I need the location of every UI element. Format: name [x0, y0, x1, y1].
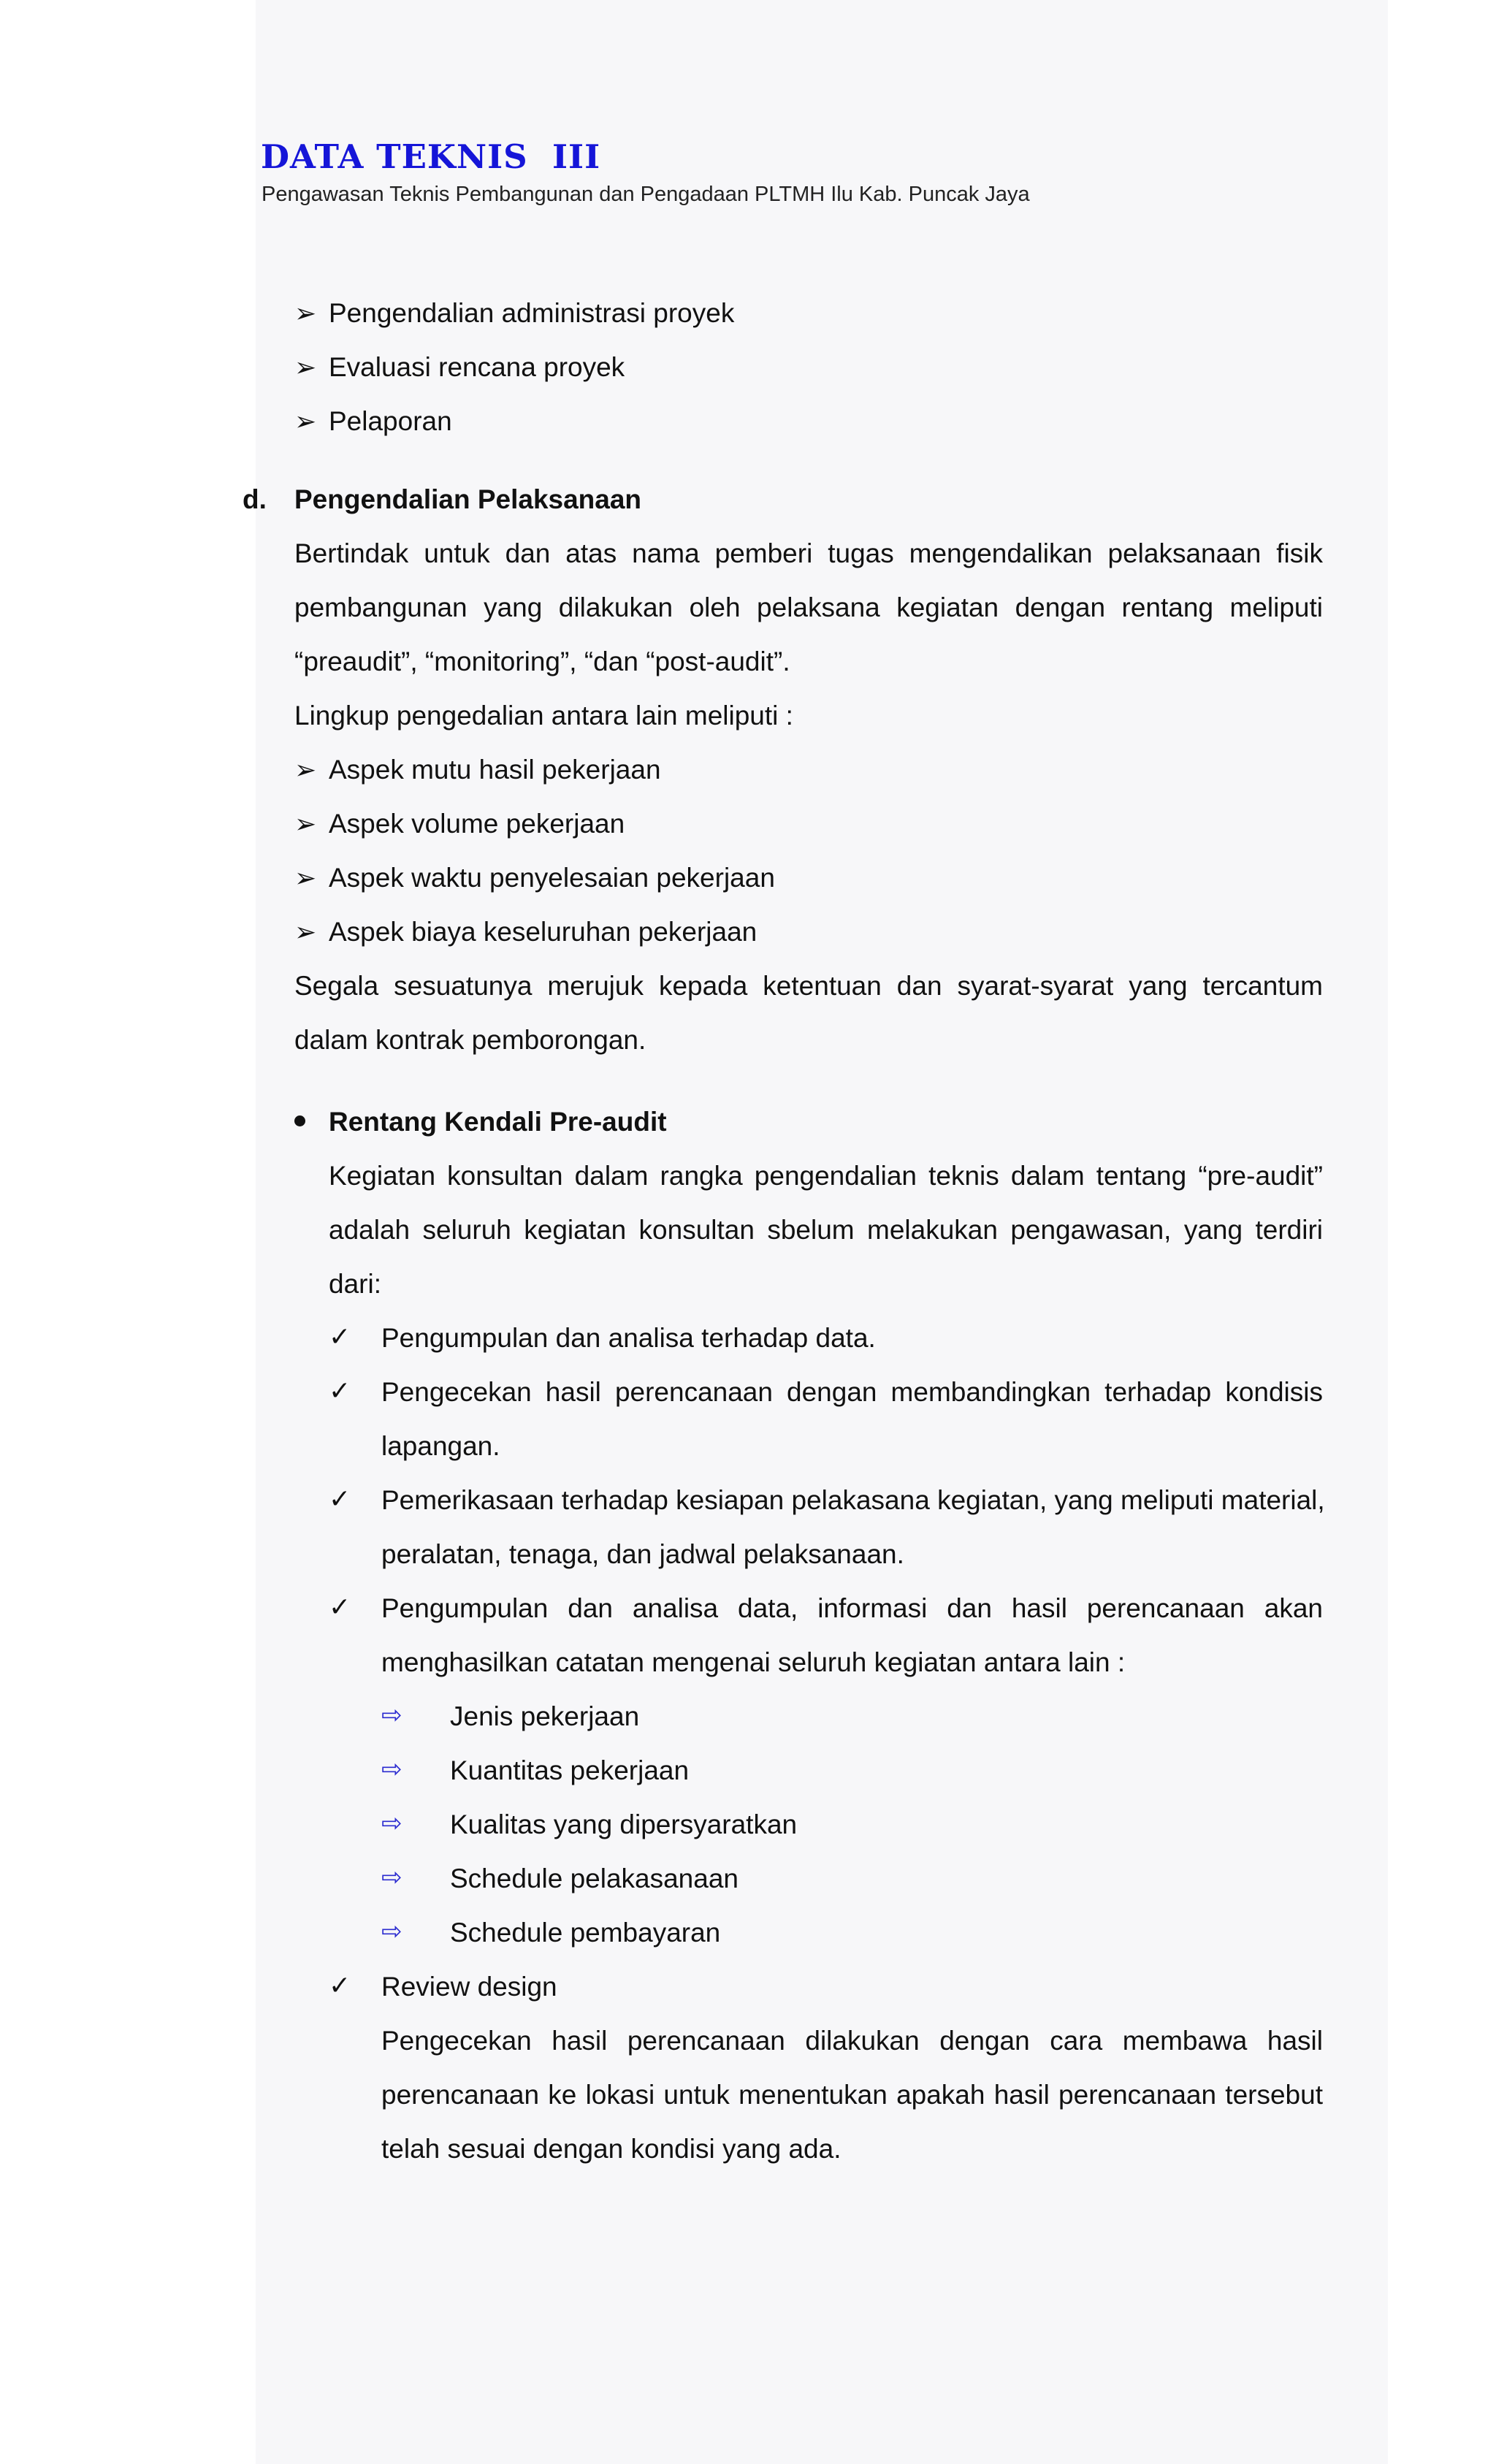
arrowhead-bullet-icon: ➢	[294, 755, 317, 785]
outline-arrow-icon: ⇨	[381, 1918, 402, 1945]
paragraph-line: Kegiatan konsultan dalam rangka pengendalian teknis dalam tentang “pre-audit”	[329, 1161, 1323, 1191]
sub-list-item: Jenis pekerjaan	[450, 1701, 640, 1731]
checkmark-icon: ✓	[329, 1484, 351, 1514]
arrowhead-bullet-icon: ➢	[294, 917, 317, 947]
sub-list-item: Kuantitas pekerjaan	[450, 1755, 690, 1785]
outline-arrow-icon: ⇨	[381, 1809, 402, 1837]
list-item: Aspek mutu hasil pekerjaan	[329, 755, 661, 785]
check-item-line: lapangan.	[381, 1431, 500, 1461]
paragraph-line: perencanaan ke lokasi untuk menentukan apakah hasil perencanaan tersebut	[381, 2080, 1323, 2110]
paragraph-line: dari:	[329, 1269, 381, 1299]
check-item-line: Pengecekan hasil perencanaan dengan membandingkan terhadap kondisis	[381, 1377, 1323, 1407]
check-item-line: Review design	[381, 1972, 557, 2002]
paragraph-line: “preaudit”, “monitoring”, “dan “post-audit”.	[294, 646, 790, 676]
outline-arrow-icon: ⇨	[381, 1755, 402, 1783]
paragraph-line: Segala sesuatunya merujuk kepada ketentuan dan syarat-syarat yang tercantum	[294, 971, 1323, 1001]
subsection-heading: Rentang Kendali Pre-audit	[329, 1107, 667, 1137]
checkmark-icon: ✓	[329, 1321, 351, 1351]
check-item-line: Pengumpulan dan analisa data, informasi dan hasil perencanaan akan	[381, 1593, 1323, 1623]
list-item: Pelaporan	[329, 406, 452, 436]
list-item: Aspek waktu penyelesaian pekerjaan	[329, 863, 775, 893]
check-item-line: Pengumpulan dan analisa terhadap data.	[381, 1323, 876, 1353]
list-item: Pengendalian administrasi proyek	[329, 298, 735, 328]
paragraph-line: pembangunan yang dilakukan oleh pelaksana kegiatan dengan rentang meliputi	[294, 592, 1323, 622]
paragraph-line: Pengecekan hasil perencanaan dilakukan dengan cara membawa hasil	[381, 2026, 1323, 2056]
document-title: DATA TEKNIS III	[261, 137, 601, 176]
paragraph-line: Bertindak untuk dan atas nama pemberi tugas mengendalikan pelaksanaan fisik	[294, 538, 1323, 568]
checkmark-icon: ✓	[329, 1970, 351, 2000]
paragraph-line: dalam kontrak pemborongan.	[294, 1025, 646, 1055]
bullet-dot-icon	[294, 1115, 305, 1126]
paragraph-line: telah sesuai dengan kondisi yang ada.	[381, 2134, 842, 2164]
arrowhead-bullet-icon: ➢	[294, 863, 317, 893]
arrowhead-bullet-icon: ➢	[294, 809, 317, 839]
check-item-line: menghasilkan catatan mengenai seluruh kegiatan antara lain :	[381, 1647, 1126, 1677]
outline-arrow-icon: ⇨	[381, 1701, 402, 1729]
section-letter: d.	[243, 484, 267, 514]
paragraph-line: adalah seluruh kegiatan konsultan sbelum melakukan pengawasan, yang terdiri	[329, 1215, 1323, 1245]
check-item-line: Pemerikasaan terhadap kesiapan pelakasana kegiatan, yang meliputi material,	[381, 1485, 1325, 1515]
arrowhead-bullet-icon: ➢	[294, 352, 317, 382]
sub-list-item: Schedule pelakasanaan	[450, 1864, 739, 1893]
sub-list-item: Kualitas yang dipersyaratkan	[450, 1809, 798, 1839]
section-heading: Pengendalian Pelaksanaan	[294, 484, 642, 514]
outline-arrow-icon: ⇨	[381, 1864, 402, 1891]
checkmark-icon: ✓	[329, 1376, 351, 1405]
check-item-line: peralatan, tenaga, dan jadwal pelaksanaan.	[381, 1539, 904, 1569]
document-subtitle: Pengawasan Teknis Pembangunan dan Pengadaan PLTMH Ilu Kab. Puncak Jaya	[262, 183, 1030, 206]
paragraph-line: Lingkup pengedalian antara lain meliputi :	[294, 701, 793, 731]
list-item: Evaluasi rencana proyek	[329, 352, 625, 382]
list-item: Aspek biaya keseluruhan pekerjaan	[329, 917, 757, 947]
arrowhead-bullet-icon: ➢	[294, 406, 317, 436]
arrowhead-bullet-icon: ➢	[294, 298, 317, 328]
sub-list-item: Schedule pembayaran	[450, 1918, 721, 1948]
list-item: Aspek volume pekerjaan	[329, 809, 625, 839]
checkmark-icon: ✓	[329, 1592, 351, 1622]
